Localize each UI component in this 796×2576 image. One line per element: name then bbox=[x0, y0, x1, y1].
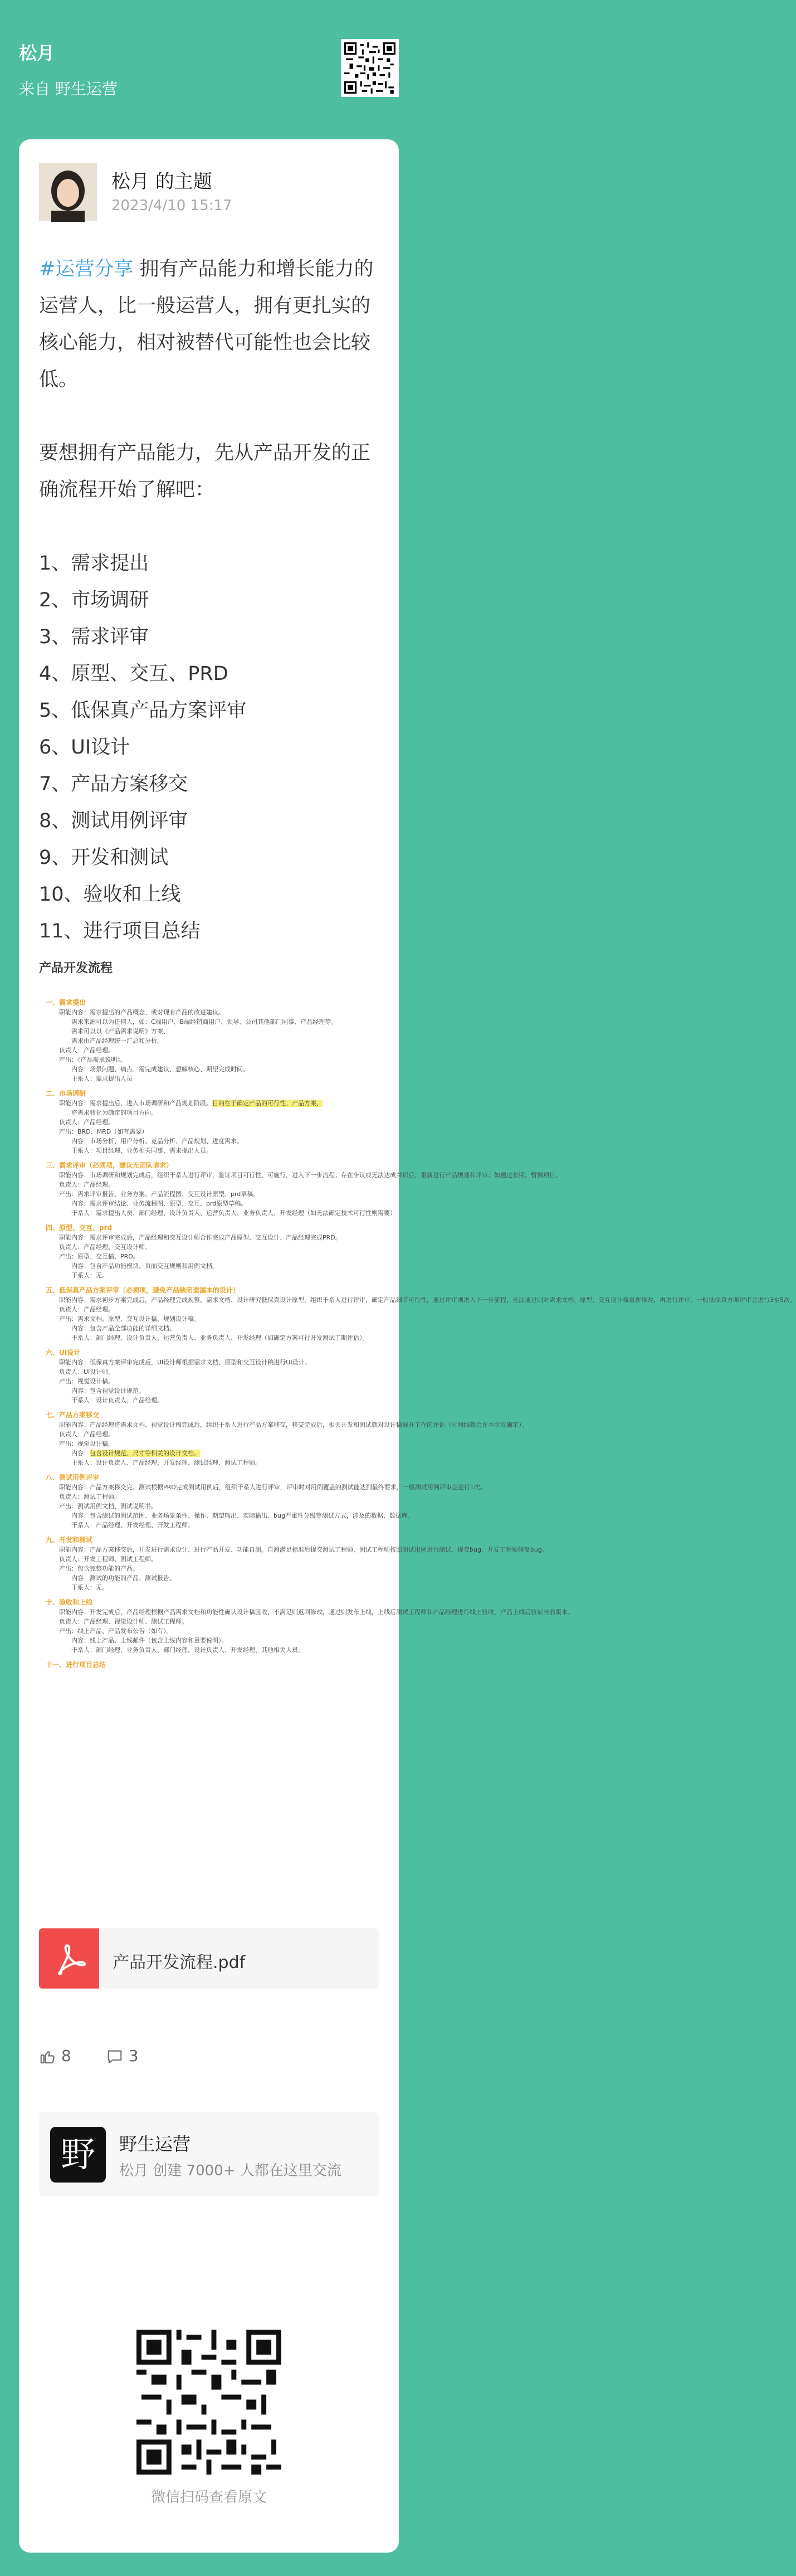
comment-icon bbox=[106, 2048, 123, 2065]
lead-paragraph: 要想拥有产品能力，先从产品开发的正确流程开始了解吧： bbox=[39, 442, 371, 501]
thumbs-up-icon bbox=[39, 2048, 56, 2065]
doc-line: 负责人：测试工程师。 bbox=[59, 1493, 120, 1500]
doc-line: 职能内容：开发完成后，产品经理根据产品需求文档和功能性确认设计稿验收，不满足则返回修改，通过则发布上线，上线后测试工程师和产品经理进行线上验收，产品上线后验证当前版本。 bbox=[59, 1608, 574, 1616]
doc-line: 干系人：无。 bbox=[71, 1272, 108, 1279]
doc-line: 内容：线上产品、上线邮件（包含上线内容和重要说明）。 bbox=[71, 1637, 228, 1644]
doc-section-heading: 一、需求提出 bbox=[46, 999, 86, 1007]
post-header bbox=[39, 163, 379, 230]
doc-line: 干系人：部门经理、业务负责人、部门经理、设计负责人、开发经理、其他相关人员。 bbox=[71, 1646, 304, 1654]
list-item: 10、验收和上线 bbox=[39, 883, 181, 906]
doc-line: 职能内容：产品方案移交后，开发进行需求设计、进行产品开发、功能自测。自测满足标准后提交测试工程师，测试工程师按照测试用例进行测试、提交bug，开发工程师修复bug。 bbox=[59, 1546, 548, 1553]
scan-to-view-text: 微信扫码查看原文 bbox=[150, 2489, 267, 2506]
doc-line: 负责人：产品经理。 bbox=[59, 1119, 114, 1126]
list-item: 4、原型、交互、PRD bbox=[39, 663, 228, 685]
doc-section-heading: 三、需求评审（必须项，建议无团队请求） bbox=[46, 1161, 173, 1169]
header-author: 松月 bbox=[19, 42, 55, 64]
doc-line: 内容：包含产品全部功能的详细文档。 bbox=[71, 1325, 175, 1332]
circle-description: 松月 创建 7000+ 人都在这里交流 bbox=[119, 2162, 341, 2179]
doc-line: 产出：需求文档、原型、交互设计稿、规划设计稿。 bbox=[59, 1315, 200, 1323]
avatar[interactable] bbox=[39, 163, 97, 221]
bottom-qr-code-icon bbox=[133, 2330, 285, 2475]
doc-line: 职能内容：产品经理将需求文档、视觉设计稿完成后，组织干系人进行产品方案移交，移交完成后，相关开发和测试就对设计稿展开工作的评估（时间线就会在本阶段确定）。 bbox=[59, 1421, 528, 1428]
topic-tag[interactable]: #运营分享 bbox=[39, 258, 134, 280]
doc-line: 需求可以以《产品需求说明》方案、 bbox=[71, 1028, 169, 1035]
pdf-attachment[interactable] bbox=[39, 1928, 379, 1989]
list-item: 8、测试用例评审 bbox=[39, 810, 188, 832]
doc-line: 产出：包含完整功能的产品。 bbox=[59, 1565, 139, 1572]
doc-line: 负责人：产品经理。 bbox=[59, 1181, 114, 1188]
doc-line: 职能内容：市场调研和规划完成后，组织干系人进行评审，验证项目可行性、可施行，进入下一步流程；存在争议或无法达成共识后，重新进行产品规划和评审；如遇过长期，暂搁项目。 bbox=[59, 1172, 561, 1179]
doc-line: 干系人：项目经理、业务相关同事、需求提出人员。 bbox=[71, 1147, 212, 1154]
comment-button[interactable] bbox=[106, 2047, 139, 2065]
doc-line: 负责人：产品经理、交互设计师。 bbox=[59, 1243, 151, 1251]
doc-line: 职能内容：需求初步方案完成后，产品经理完成规整、需求文档、设计研究低保真设计原型，组织干系人进行评审，确定产品细节可行性，通过评审则进入下一步流程，无法通过则对需求文档、原型、交互设计稿重新修改，再进行评审，一般低保真方案评审会进行3至5次。 bbox=[59, 1296, 796, 1304]
doc-line: 负责人：开发工程师、测试工程师。 bbox=[59, 1556, 157, 1563]
doc-section-heading: 五、低保真产品方案评审（必须项，避免产品缺陷遗漏本的设计） bbox=[46, 1286, 240, 1294]
doc-line: 内容：需求评审结论、业务流程图、原型、交互、prd原型草稿。 bbox=[71, 1200, 247, 1207]
header-from: 来自 野生运营 bbox=[19, 80, 118, 98]
doc-line: 产出：视觉设计稿。 bbox=[59, 1440, 114, 1447]
doc-line: 产出：测试用例文档、测试说明书。 bbox=[59, 1503, 157, 1510]
doc-line: 干系人：设计负责人、产品经理、开发经理、测试经理、测试工程师。 bbox=[71, 1459, 261, 1466]
doc-line: 内容：包含视觉设计规范。 bbox=[71, 1387, 145, 1394]
share-header bbox=[0, 0, 418, 139]
doc-line: 职能内容：需求提出的产品概念、或对现有产品的改进建议。 bbox=[59, 1009, 224, 1016]
doc-section-heading: 八、测试用例评审 bbox=[46, 1474, 100, 1481]
list-item: 11、进行项目总结 bbox=[39, 920, 201, 942]
circle-card[interactable] bbox=[39, 2112, 379, 2196]
doc-line: 产出：需求评审报告、业务方案、产品流程图、交互设计原型、prd草稿。 bbox=[59, 1190, 260, 1198]
highlighted-text: 目的在于确定产品的可行性、产品方案、 bbox=[212, 1100, 323, 1107]
post-card bbox=[19, 139, 796, 2553]
qr-code-icon bbox=[341, 39, 399, 97]
doc-line: 内容：包含设计规范、尺寸等相关的设计文档。 bbox=[71, 1450, 200, 1457]
file-name: 产品开发流程.pdf bbox=[113, 1953, 246, 1972]
doc-section-heading: 九、开发和测试 bbox=[46, 1536, 93, 1544]
doc-line: 产出：视觉设计稿。 bbox=[59, 1378, 114, 1385]
doc-line: 内容：包含测试的测试范围、业务场景条件、操作、期望输出、实际输出、bug严重性分级等测试方式，涉及的数据、数据库。 bbox=[71, 1512, 414, 1519]
doc-section-heading: 十、验收和上线 bbox=[46, 1598, 93, 1606]
highlighted-text: 包含设计规范、尺寸等相关的设计文档。 bbox=[90, 1450, 200, 1457]
doc-line: 干系人：产品经理、开发经理、开发工程师。 bbox=[71, 1522, 194, 1529]
doc-line: 职能内容：低保真方案评审完成后，UI设计师根据需求文档、原型和交互设计稿进行UI设计。 bbox=[59, 1359, 311, 1366]
doc-section-heading: 二、市场调研 bbox=[46, 1090, 86, 1097]
doc-line: 负责人：产品经理。 bbox=[59, 1047, 114, 1054]
list-item: 1、需求提出 bbox=[39, 552, 149, 575]
doc-line: 负责人：产品经理。 bbox=[59, 1306, 114, 1313]
doc-line: 职能内容：需求评审完成后，产品经理和交互设计师合作完成产品原型、交互设计、产品经理完成PRD。 bbox=[59, 1234, 341, 1241]
doc-line: 将需求转化为确定的项目方向。 bbox=[71, 1109, 157, 1116]
doc-line: 职能内容：需求提出后，进入市场调研和产品规划阶段。目的在于确定产品的可行性、产品方案、 bbox=[59, 1100, 323, 1107]
doc-line: 干系人：需求提出人员 bbox=[71, 1075, 133, 1082]
list-item: 2、市场调研 bbox=[39, 589, 149, 611]
doc-line: 需求来源可以为任何人，如：C端用户、B端经销商用户、领导、公司其他部门同事、产品经理等。 bbox=[71, 1018, 338, 1025]
list-item: 7、产品方案移交 bbox=[39, 773, 188, 795]
doc-line: 需求由产品经理统一汇总和分析。 bbox=[71, 1037, 163, 1044]
doc-line: 产出：原型、交互稿、PRD。 bbox=[59, 1253, 139, 1260]
post-timestamp: 2023/4/10 15:17 bbox=[111, 197, 232, 214]
post-author-title: 松月 的主题 bbox=[111, 171, 212, 193]
doc-line: 负责人：UI设计师。 bbox=[59, 1368, 115, 1376]
doc-line: 内容：包含产品功能模块、页面交互规则和用例文档。 bbox=[71, 1262, 218, 1270]
doc-line: 干系人：部门经理、设计负责人、运营负责人、业务负责人、开发经理（如确定方案可行开发测试工期评估）。 bbox=[71, 1334, 369, 1342]
doc-section-heading: 四、原型、交互、prd bbox=[46, 1224, 113, 1232]
doc-line: 产出：线上产品、产品发布公告（如有）。 bbox=[59, 1627, 173, 1635]
like-count: 8 bbox=[61, 2046, 71, 2065]
doc-line: 内容：测试的功能的产品、测试报告。 bbox=[71, 1574, 175, 1582]
doc-line: 负责人：产品经理。 bbox=[59, 1431, 114, 1438]
doc-line: 干系人：设计负责人、产品经理。 bbox=[71, 1397, 163, 1404]
doc-line: 内容：场景问题、痛点、需完成建议、想解核心、期望完成时间。 bbox=[71, 1066, 249, 1073]
post-actions bbox=[39, 2045, 169, 2068]
doc-section-heading: 十一、进行项目总结 bbox=[46, 1661, 106, 1669]
pdf-file-icon bbox=[39, 1928, 99, 1989]
doc-line: 内容：市场分析、用户分析、竞品分析、产品规划、进度需求。 bbox=[71, 1138, 243, 1145]
intro-text: 拥有产品能力和增长能力的运营人，比一般运营人，拥有更扎实的核心能力，相对被替代可能性也会比较低。 bbox=[39, 258, 374, 391]
like-button[interactable] bbox=[39, 2047, 71, 2065]
doc-line: 职能内容：产品方案移交完、测试根据PRD完成测试用例后，组织干系人进行评审，评审时对用例覆盖的测试能达到最终要求，一般测试用例评审会进行1次。 bbox=[59, 1484, 486, 1491]
doc-section-heading: 六、UI设计 bbox=[46, 1349, 81, 1357]
doc-line: 产出：《产品需求说明》。 bbox=[59, 1056, 126, 1063]
intro-paragraph bbox=[39, 251, 379, 398]
list-item: 5、低保真产品方案评审 bbox=[39, 699, 247, 722]
list-item: 3、需求评审 bbox=[39, 626, 149, 648]
post-content bbox=[39, 251, 379, 950]
doc-line: 干系人：需求提出人员、部门经理、设计负责人、运营负责人、业务负责人、开发经理（如无法确定技术可行性则需要） bbox=[71, 1209, 396, 1217]
comment-count: 3 bbox=[128, 2046, 139, 2065]
circle-logo: 野 bbox=[50, 2127, 106, 2183]
doc-line: 负责人：产品经理、视觉设计师、测试工程师。 bbox=[59, 1618, 188, 1625]
list-item: 9、开发和测试 bbox=[39, 847, 169, 869]
circle-name: 野生运营 bbox=[119, 2133, 191, 2155]
doc-line: 产出：BRD、MRD（如有需要） bbox=[59, 1128, 148, 1135]
doc-line: 干系人：无。 bbox=[71, 1584, 108, 1591]
attached-image-document[interactable] bbox=[39, 959, 796, 1873]
list-item: 6、UI设计 bbox=[39, 736, 130, 759]
steps-list bbox=[39, 545, 379, 950]
doc-section-heading: 七、产品方案移交 bbox=[46, 1411, 100, 1419]
doc-outline bbox=[39, 998, 796, 1670]
doc-title: 产品开发流程 bbox=[39, 961, 113, 975]
